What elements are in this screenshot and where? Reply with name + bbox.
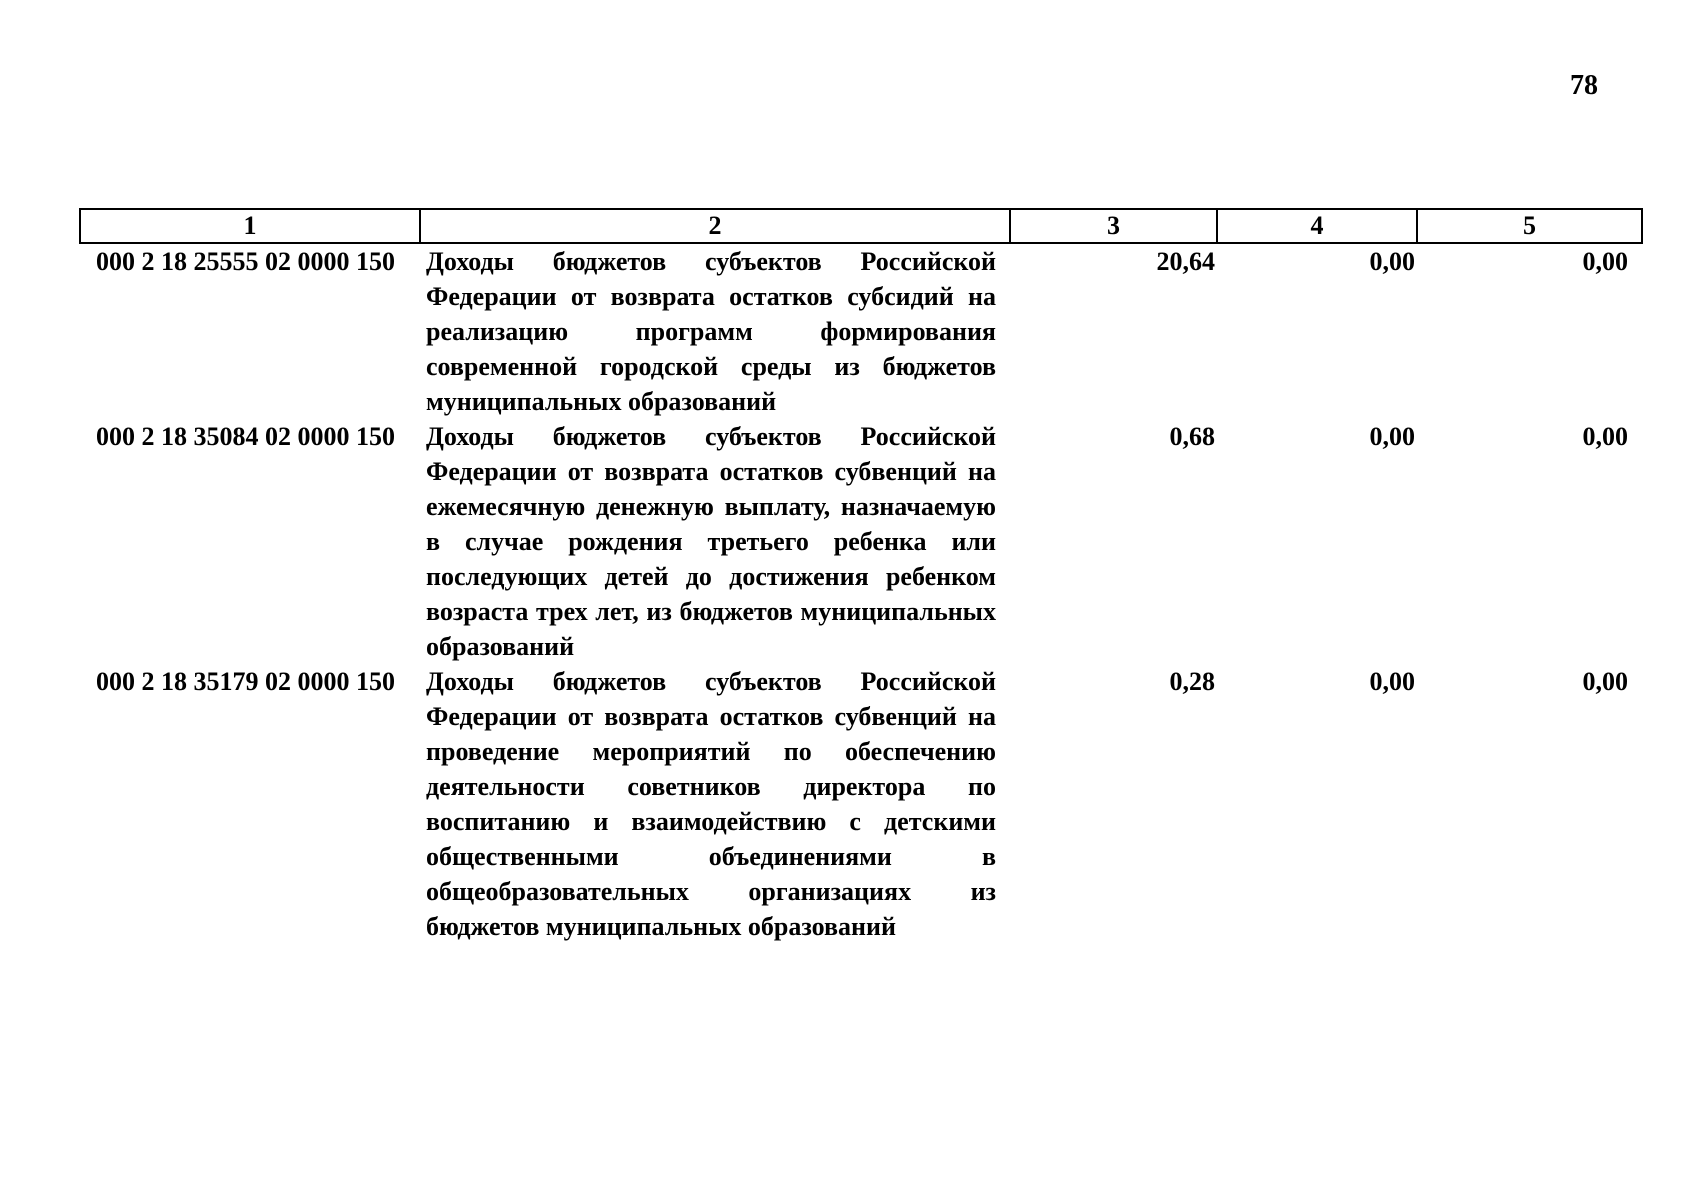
table-body bbox=[80, 243, 1642, 944]
table-row bbox=[80, 419, 1642, 664]
budget-table bbox=[79, 208, 1643, 944]
header-row bbox=[80, 209, 1642, 243]
table-row bbox=[80, 664, 1642, 944]
row-value-col5: 0,00 bbox=[1582, 247, 1628, 276]
row-value-col3: 0,68 bbox=[1169, 422, 1215, 451]
row-description: Доходы бюджетов субъектов Российской Федерации от возврата остатков субвенций на ежемесячную денежную выплату, назначаемую в случае рождения третьего ребенка или последующих детей до достижения ребенком возраста трех лет, из бюджетов муниципальных образований bbox=[426, 422, 996, 661]
row-value-col3: 0,28 bbox=[1169, 667, 1215, 696]
table-header bbox=[80, 209, 1642, 243]
page-number: 78 bbox=[1570, 70, 1598, 101]
row-description: Доходы бюджетов субъектов Российской Федерации от возврата остатков субсидий на реализацию программ формирования современной городской среды из бюджетов муниципальных образований bbox=[426, 247, 996, 416]
row-value-col4: 0,00 bbox=[1369, 667, 1415, 696]
budget-table-container bbox=[79, 208, 1641, 944]
row-value-col5: 0,00 bbox=[1582, 422, 1628, 451]
header-col-2: 2 bbox=[420, 209, 1010, 243]
row-code: 000 2 18 25555 02 0000 150 bbox=[96, 247, 395, 276]
table-row bbox=[80, 243, 1642, 419]
header-col-4: 4 bbox=[1217, 209, 1417, 243]
header-col-3: 3 bbox=[1010, 209, 1217, 243]
header-col-5: 5 bbox=[1417, 209, 1642, 243]
row-description: Доходы бюджетов субъектов Российской Федерации от возврата остатков субвенций на проведение мероприятий по обеспечению деятельности советников директора по воспитанию и взаимодействию с детскими общественными объединениями в общеобразовательных организациях из бюджетов муниципальных образований bbox=[426, 667, 996, 941]
row-code: 000 2 18 35084 02 0000 150 bbox=[96, 422, 395, 451]
header-col-1: 1 bbox=[80, 209, 420, 243]
row-code: 000 2 18 35179 02 0000 150 bbox=[96, 667, 395, 696]
row-value-col4: 0,00 bbox=[1369, 247, 1415, 276]
row-value-col5: 0,00 bbox=[1582, 667, 1628, 696]
row-value-col4: 0,00 bbox=[1369, 422, 1415, 451]
row-value-col3: 20,64 bbox=[1156, 247, 1215, 276]
